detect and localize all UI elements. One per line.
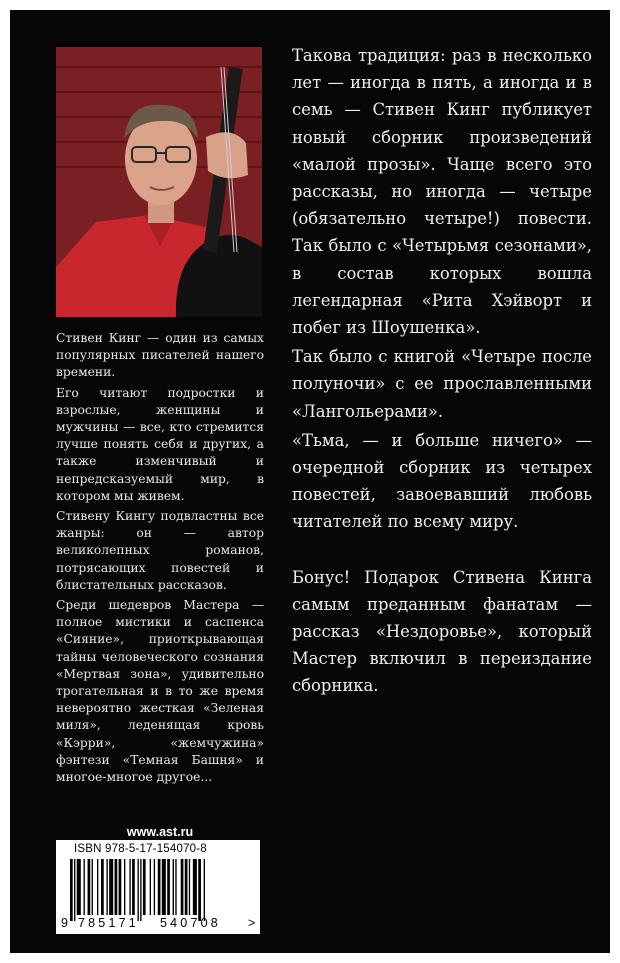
blurb-paragraph-1: Такова традиция: раз в несколько лет — иногда в пять, а иногда и в семь — Стивен Кинг публикует новый сборник произведений «малой прозы». Чаще всего это рассказы, но иногда — четыре (обязательно четыре!) повести. Так было с «Четырьмя сезонами», в состав которых вошла легендарная «Рита Хэйворт и побег из Шоушенка». — [292, 46, 592, 338]
barcode-bar — [167, 859, 170, 915]
publisher-url: www.ast.ru — [126, 825, 194, 839]
barcode-bar — [97, 859, 98, 915]
barcode-bar — [140, 859, 141, 921]
book-blurb — [292, 42, 592, 702]
bonus-paragraph: Бонус! Подарок Стивена Кинга самым преданным фанатам — рассказ «Нездоровье», который Мастер включил в переиздание сборника. — [292, 567, 592, 696]
barcode-lead-digit: 9 — [61, 916, 68, 930]
barcode-bar — [162, 859, 166, 915]
barcode-bars — [70, 859, 246, 921]
barcode-bar — [106, 859, 107, 915]
barcode-bar — [189, 859, 190, 915]
barcode-bar — [193, 859, 197, 915]
barcode-bar — [129, 859, 130, 915]
barcode-quiet-mark: > — [248, 916, 256, 930]
barcode-bar — [124, 859, 125, 915]
barcode-right-group: 540708 — [160, 916, 221, 930]
barcode-bar — [154, 859, 155, 915]
bio-paragraph-3: Стивену Кингу подвластны все жанры: он — автор великолепных романов, потрясающих повестей и блистательных рассказов. — [56, 509, 264, 592]
barcode-bar — [204, 859, 205, 921]
barcode-bar — [70, 859, 73, 921]
bio-paragraph-4: Среди шедевров Мастера — полное мистики и саспенса «Сияние», приоткрывающая тайны человеческого сознания «Мертвая зона», удивительно трогательная и в то же время невероятно жесткая «Зеленая миля», леденящая кровь «Кэрри», «жемчужина» фэнтези «Темная Башня» и многое-многое другое... — [56, 598, 264, 785]
barcode-bar — [173, 859, 174, 915]
barcode-bar — [198, 859, 201, 921]
barcode-bar — [109, 859, 113, 915]
barcode-bar — [132, 859, 135, 915]
barcode-bar — [92, 859, 93, 915]
barcode-bar — [181, 859, 184, 915]
bio-paragraph-2: Его читают подростки и взрослые, женщины и мужчины — все, кто стремится лучше понять себя и других, а также изменчивый и непредсказуемый мир, в котором мы живем. — [56, 385, 264, 503]
barcode-bar — [185, 859, 188, 915]
barcode-left-group: 785171 — [78, 916, 139, 930]
barcode-bar — [115, 859, 118, 915]
isbn-label: ISBN 978-5-17-154070-8 — [74, 843, 207, 855]
barcode-bar — [119, 859, 122, 915]
isbn-barcode — [56, 840, 260, 934]
barcode-bar — [101, 859, 104, 915]
barcode-bar — [143, 859, 146, 915]
blurb-paragraph-2: Так было с книгой «Четыре после полуночи» с ее прославленными «Лангольерами». — [292, 347, 592, 421]
barcode-bar — [150, 859, 151, 915]
barcode-bar — [138, 859, 139, 921]
barcode-bar — [74, 859, 75, 921]
barcode-bar — [84, 859, 85, 915]
blurb-paragraph-3: «Тьма, — и больше ничего» — очередной сборник из четырех повестей, завоевавший любовь читателей по всему миру. — [292, 430, 592, 532]
bio-paragraph-1: Стивен Кинг — один из самых популярных писателей нашего времени. — [56, 331, 264, 380]
barcode-bar — [175, 859, 176, 915]
author-photo — [56, 47, 262, 317]
barcode-bar — [77, 859, 81, 915]
author-bio — [56, 330, 264, 789]
barcode-bar — [88, 859, 91, 915]
barcode-bar — [158, 859, 161, 915]
